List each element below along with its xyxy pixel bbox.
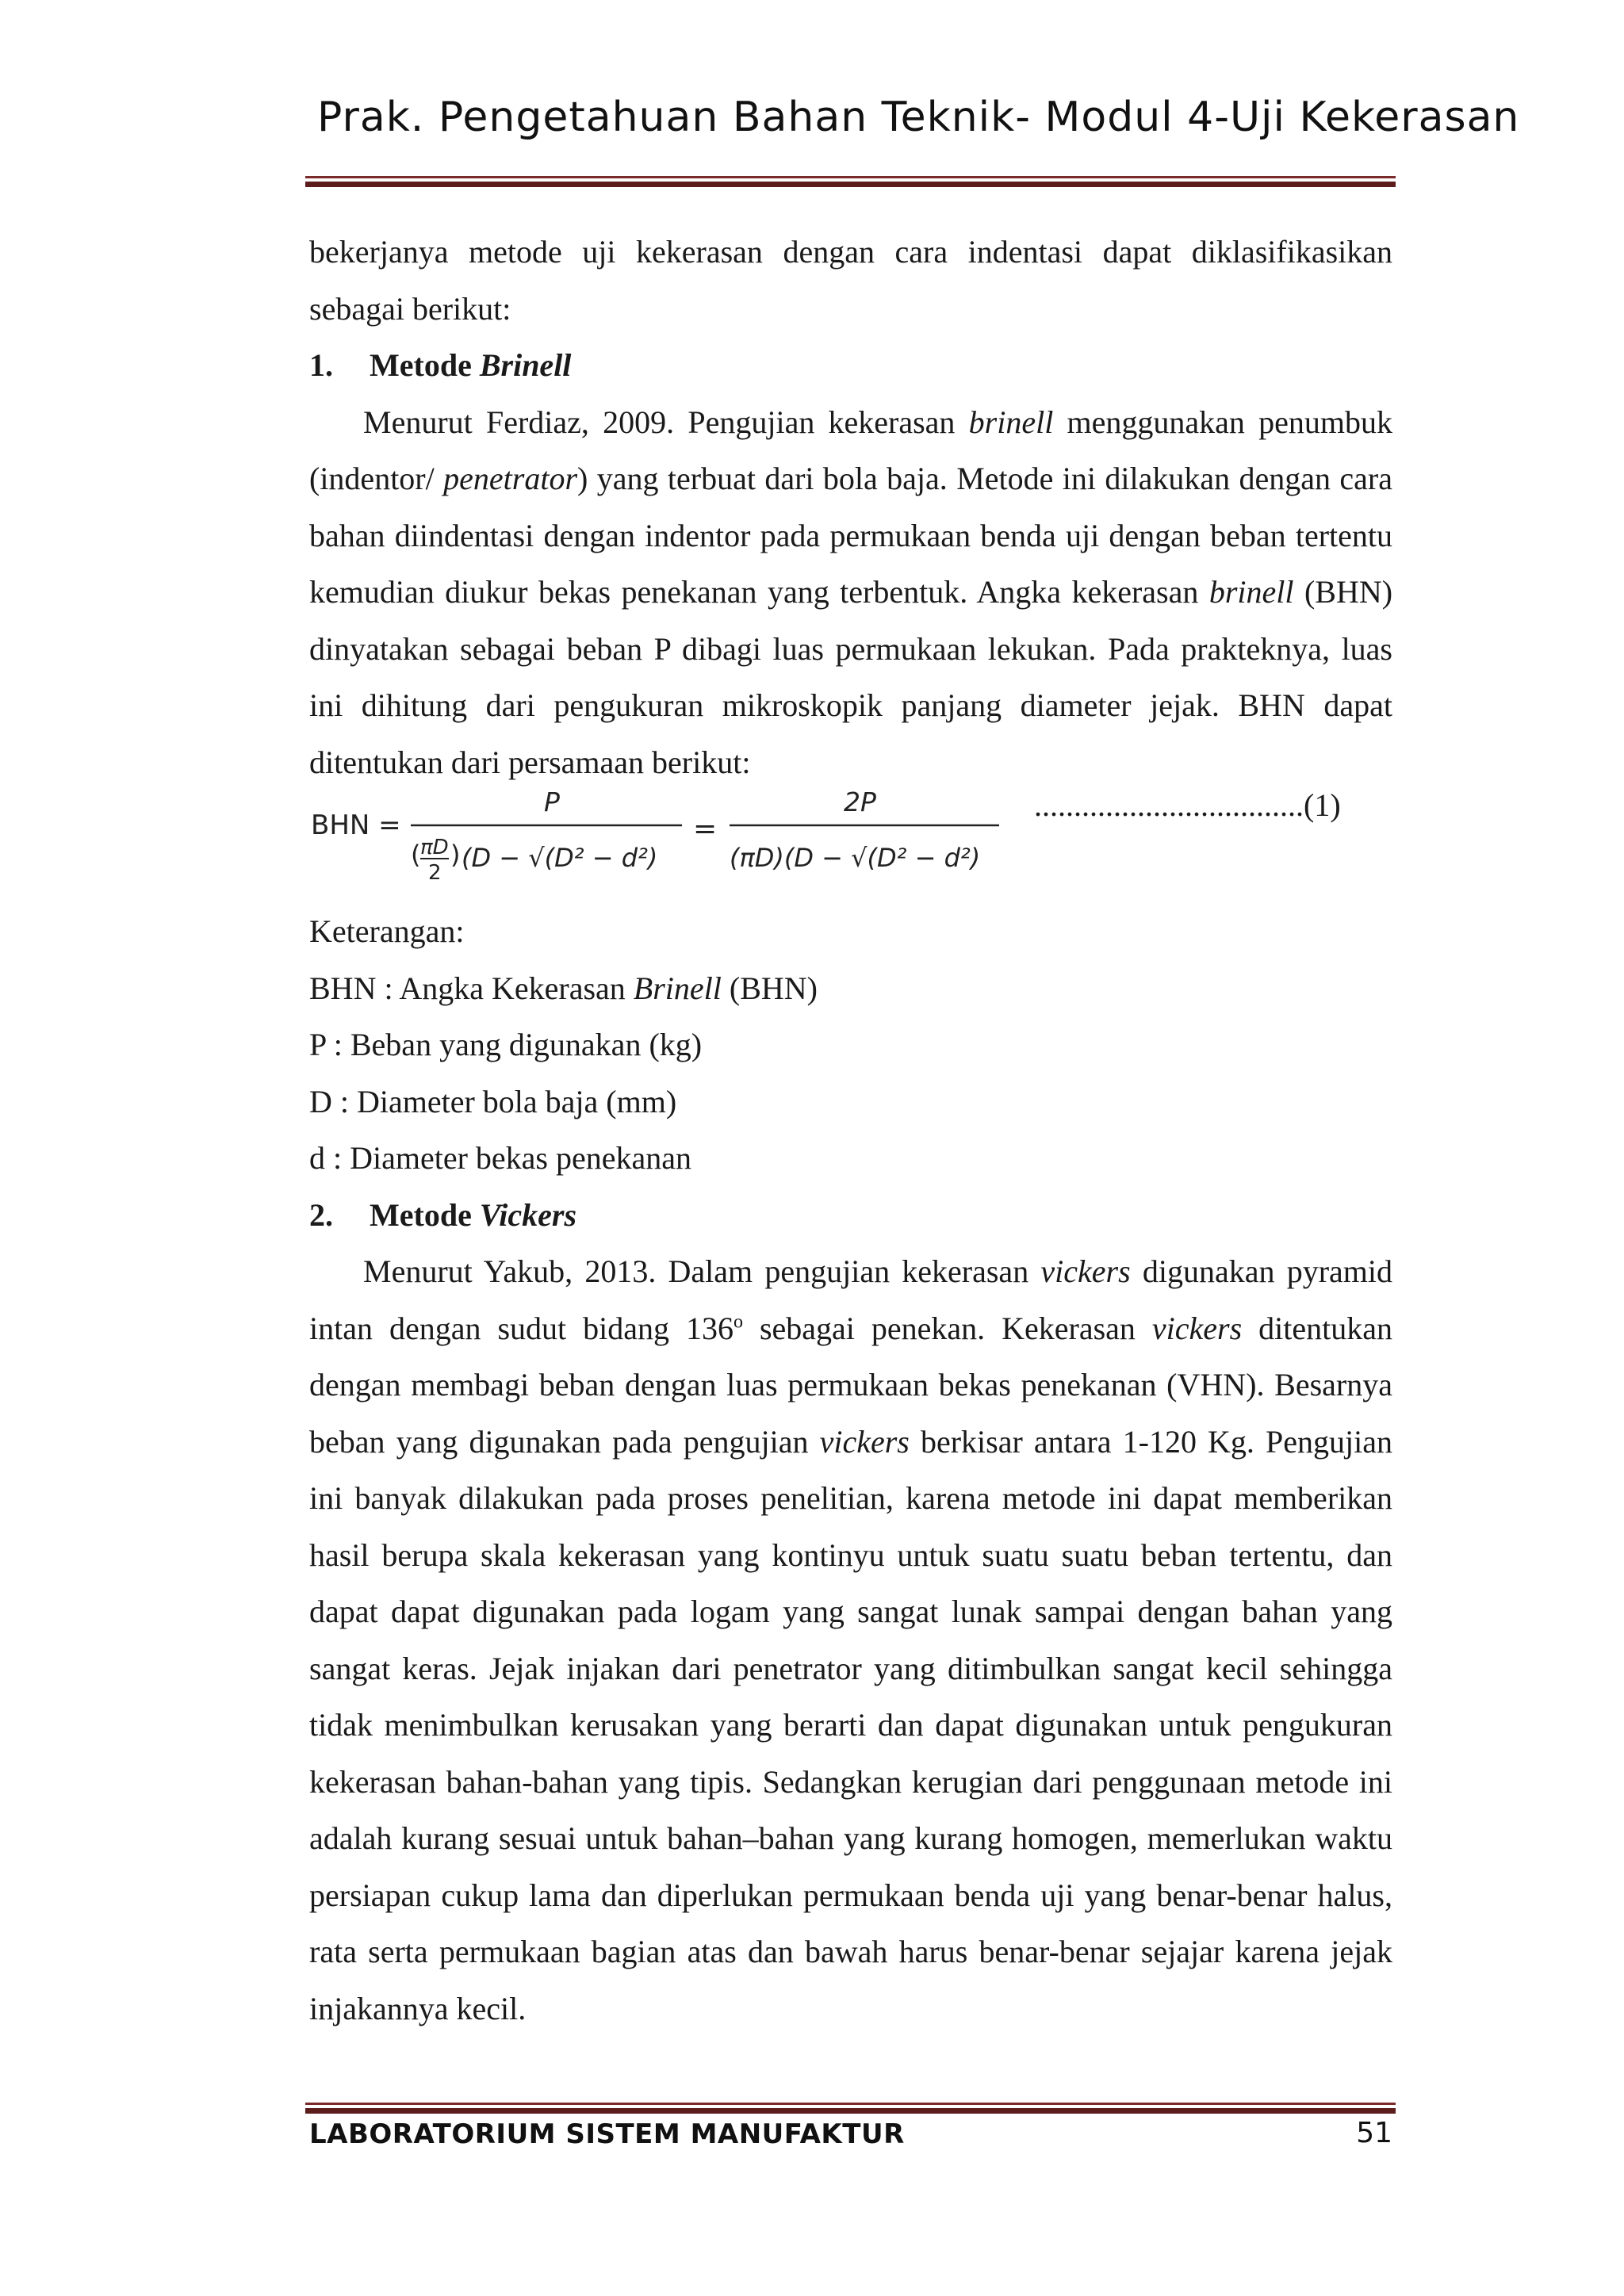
section-number: 1. (309, 347, 333, 383)
formula-frac1-den-b: 2 (428, 861, 442, 885)
equation-number: ..................................(1) (1034, 787, 1341, 823)
section-label-italic: Brinell (479, 347, 572, 383)
page-body (309, 224, 1392, 2037)
keterangan-title: Keterangan: (309, 913, 465, 949)
formula-lhs: BHN = (311, 809, 401, 841)
keterangan-d: d : Diameter bekas penekanan (309, 1140, 692, 1176)
keterangan-bhn: BHN : Angka Kekerasan Brinell (BHN) (309, 970, 818, 1006)
bhn-formula (309, 784, 1023, 903)
intro-line-2: sebagai berikut: (309, 290, 511, 327)
vickers-paragraph: Menurut Yakub, 2013. Dalam pengujian kekerasan vickers digunakan pyramid intan dengan sudut bidang 136$^o$ sebagai penekan. Kekerasan vickers ditentukan dengan membagi beban dengan luas permukaan bekas penekanan (VHN). Besarnya beban yang digunakan pada pengujian vickers berkisar antara 1-120 Kg. Pengujian ini banyak dilakukan pada proses penelitian, karena metode ini dapat memberikan hasil berupa skala kekerasan yang kontinyu untuk suatu suatu beban tertentu, dan dapat dapat digunakan pada logam yang sangat lunak sampai dengan bahan yang sangat keras. Jejak injakan dari penetrator yang ditimbulkan sangat kecil sehingga tidak menimbulkan kerusakan yang berarti dan dapat digunakan untuk pengukuran kekerasan bahan-bahan yang tipis. Sedangkan kerugian dari penggunaan metode ini adalah kurang sesuai untuk bahan–bahan yang kurang homogen, memerlukan waktu persiapan cukup lama dan diperlukan permukaan benda uji yang benar-benar halus, rata serta permukaan bagian atas dan bawah harus benar-benar sejajar karena jejak injakannya kecil. (309, 1253, 1393, 2026)
section-label: Metode (370, 1196, 472, 1233)
formula-frac2-num: 2P (844, 786, 876, 817)
intro-paragraph (309, 224, 1392, 281)
footer-rule (305, 2103, 1396, 2114)
section-heading-vickers (309, 1187, 1392, 1244)
bhn-formula-row (309, 784, 1392, 903)
keterangan-p: P : Beban yang digunakan (kg) (309, 1027, 703, 1062)
header-rule (305, 176, 1396, 187)
formula-frac1-den-c: (D − √(D² − d²) (462, 843, 658, 873)
formula-equals: = (693, 813, 718, 845)
keterangan-D: D : Diameter bola baja (mm) (309, 1083, 677, 1119)
formula-frac1-paren-close: ) (450, 840, 461, 870)
page-header-title: Prak. Pengetahuan Bahan Teknik- Modul 4-Uji Kekerasan (317, 94, 1520, 141)
section-number: 2. (309, 1196, 333, 1233)
formula-frac1-paren-open: ( (411, 840, 421, 870)
section-label: Metode (370, 347, 472, 383)
formula-frac1-num: P (544, 786, 560, 817)
section-label-italic: Vickers (479, 1196, 577, 1233)
intro-line-1: bekerjanya metode uji kekerasan dengan cara indentasi dapat diklasifikasikan (309, 234, 1392, 270)
formula-frac1-den-a: πD (420, 836, 449, 859)
section-heading-brinell (309, 337, 1392, 394)
formula-frac2-den: (πD)(D − √(D² − d²) (730, 843, 981, 873)
footer-lab-name: LABORATORIUM SISTEM MANUFAKTUR (309, 2118, 905, 2150)
footer-page-number: 51 (1356, 2117, 1392, 2149)
brinell-paragraph: Menurut Ferdiaz, 2009. Pengujian kekerasan brinell menggunakan penumbuk (indentor/ penetrator) yang terbuat dari bola baja. Metode ini dilakukan dengan cara bahan diindentasi dengan indentor pada permukaan benda uji dengan beban tertentu kemudian diukur bekas penekanan yang terbentuk. Angka kekerasan brinell (BHN) dinyatakan sebagai beban P dibagi luas permukaan lekukan. Pada prakteknya, luas ini dihitung dari pengukuran mikroskopik panjang diameter jejak. BHN dapat ditentukan dari persamaan berikut: (309, 404, 1393, 780)
